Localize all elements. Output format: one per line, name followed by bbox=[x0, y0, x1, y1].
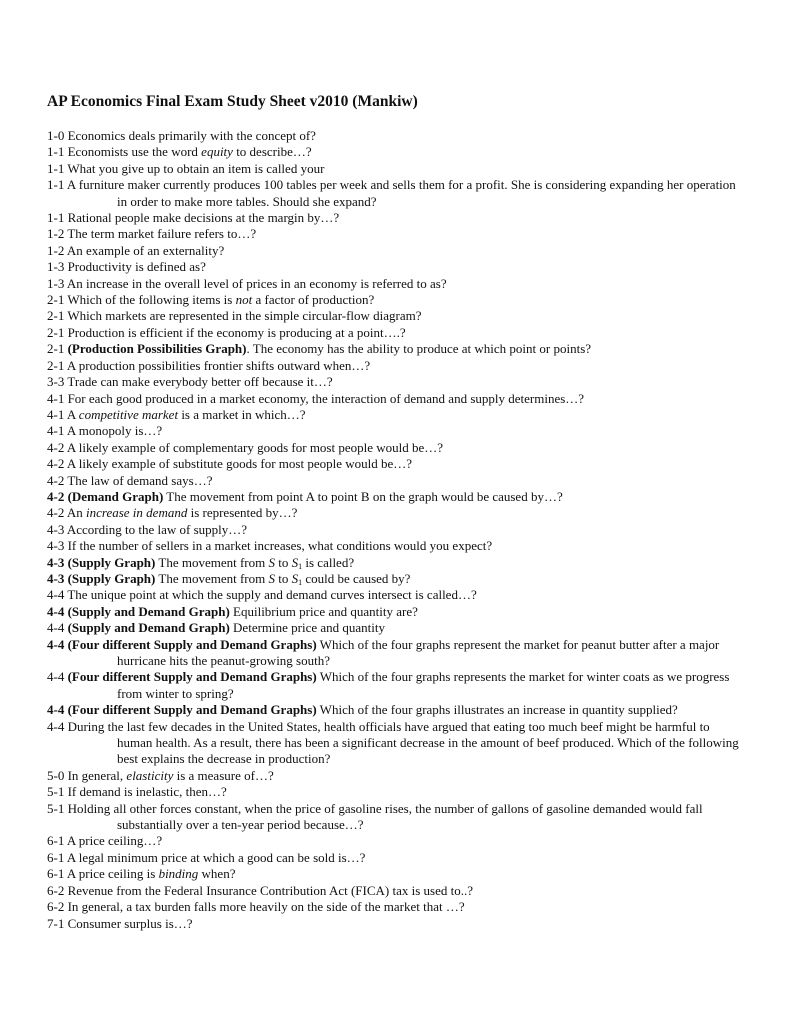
question-item bbox=[47, 473, 747, 489]
question-text-segment: 1 bbox=[298, 561, 303, 571]
question-text-segment: binding bbox=[158, 866, 199, 882]
question-text-segment: increase in demand bbox=[86, 505, 188, 521]
question-text-segment: . The economy has the ability to produce at which point or points? bbox=[246, 341, 592, 357]
question-item bbox=[47, 407, 747, 423]
question-item bbox=[47, 801, 747, 834]
question-item bbox=[47, 899, 747, 915]
question-text-segment: 4-4 (Four different Supply and Demand Graphs) bbox=[47, 702, 317, 718]
question-item bbox=[47, 374, 747, 390]
question-text-segment: The movement from bbox=[155, 554, 269, 570]
question-item bbox=[47, 522, 747, 538]
question-text-segment: 4-2 (Demand Graph) bbox=[47, 488, 164, 504]
question-item bbox=[47, 177, 747, 210]
question-text-segment: 4-2 The law of demand says…? bbox=[47, 472, 213, 488]
question-item bbox=[47, 702, 747, 718]
question-item bbox=[47, 144, 747, 160]
question-text-segment: 1-2 An example of an externality? bbox=[47, 242, 225, 258]
question-item bbox=[47, 833, 747, 849]
question-text-segment: The movement from bbox=[155, 570, 269, 586]
question-item bbox=[47, 456, 747, 472]
question-item bbox=[47, 226, 747, 242]
question-item bbox=[47, 243, 747, 259]
question-text-segment: is called? bbox=[302, 554, 355, 570]
question-text-segment: is a measure of…? bbox=[173, 767, 274, 783]
question-item bbox=[47, 292, 747, 308]
question-text-segment: 4-1 A bbox=[47, 406, 79, 422]
question-text-segment: not bbox=[235, 292, 253, 308]
question-text-segment: 2-1 A production possibilities frontier shifts outward when…? bbox=[47, 357, 371, 373]
question-item bbox=[47, 161, 747, 177]
question-text-segment: The movement from point A to point B on the graph would be caused by…? bbox=[163, 488, 563, 504]
question-text-segment: Which of the four graphs illustrates an increase in quantity supplied? bbox=[316, 702, 678, 718]
question-item bbox=[47, 538, 747, 554]
question-text-segment: (Production Possibilities Graph) bbox=[67, 341, 247, 357]
question-text-segment: 4-3 (Supply Graph) bbox=[47, 570, 156, 586]
question-item bbox=[47, 489, 747, 505]
question-item bbox=[47, 128, 747, 144]
question-item bbox=[47, 358, 747, 374]
question-item bbox=[47, 308, 747, 324]
question-item bbox=[47, 916, 747, 932]
question-text-segment: 4-4 The unique point at which the supply and demand curves intersect is called…? bbox=[47, 587, 477, 603]
question-item bbox=[47, 850, 747, 866]
question-text-segment: competitive market bbox=[78, 406, 179, 422]
question-text-segment: 1-1 What you give up to obtain an item is called your bbox=[47, 160, 325, 176]
question-item bbox=[47, 571, 747, 587]
question-text-segment: S bbox=[291, 570, 299, 586]
question-text-segment: 3-3 Trade can make everybody better off because it…? bbox=[47, 374, 333, 390]
question-text-segment: Which of the four graphs represents the market for winter coats as we progress from winter to spring? bbox=[117, 669, 730, 701]
question-text-segment: a factor of production? bbox=[252, 292, 375, 308]
question-text-segment: Equilibrium price and quantity are? bbox=[229, 603, 418, 619]
question-item bbox=[47, 259, 747, 275]
question-item bbox=[47, 391, 747, 407]
question-text-segment: is a market in which…? bbox=[178, 406, 306, 422]
question-text-segment: 6-1 A price ceiling…? bbox=[47, 833, 163, 849]
question-text-segment: 7-1 Consumer surplus is…? bbox=[47, 915, 193, 931]
question-text-segment: 4-4 During the last few decades in the United States, health officials have argued that eating too much beef might be harmful to human health. As a result, there has been a significant decrease in the amount of beef produced. Which of the following best explains the decrease in production? bbox=[47, 718, 739, 767]
question-text-segment: 4-4 (Supply and Demand Graph) bbox=[47, 603, 230, 619]
question-text-segment: equity bbox=[201, 144, 233, 160]
question-text-segment: 1-3 Productivity is defined as? bbox=[47, 259, 206, 275]
question-text-segment: is represented by…? bbox=[187, 505, 298, 521]
question-item bbox=[47, 604, 747, 620]
question-text-segment: 4-2 A likely example of substitute goods for most people would be…? bbox=[47, 456, 413, 472]
question-text-segment: 6-2 Revenue from the Federal Insurance Contribution Act (FICA) tax is used to..? bbox=[47, 882, 474, 898]
question-text-segment: 1-1 Economists use the word bbox=[47, 144, 202, 160]
question-item bbox=[47, 587, 747, 603]
question-text-segment: to describe…? bbox=[232, 144, 312, 160]
question-item bbox=[47, 784, 747, 800]
question-text-segment: S bbox=[268, 554, 275, 570]
question-text-segment: 4-3 If the number of sellers in a market increases, what conditions would you expect? bbox=[47, 538, 493, 554]
question-item bbox=[47, 866, 747, 882]
question-text-segment: 1-2 The term market failure refers to…? bbox=[47, 226, 257, 242]
question-text-segment: (Supply and Demand Graph) bbox=[67, 620, 230, 636]
question-text-segment: 4-1 A monopoly is…? bbox=[47, 423, 163, 439]
question-text-segment: could be caused by? bbox=[302, 570, 411, 586]
question-text-segment: when? bbox=[198, 866, 236, 882]
question-item bbox=[47, 505, 747, 521]
question-text-segment: 4-3 According to the law of supply…? bbox=[47, 521, 248, 537]
question-text-segment: 4-2 An bbox=[47, 505, 86, 521]
question-list bbox=[47, 128, 747, 932]
question-item bbox=[47, 719, 747, 768]
question-item bbox=[47, 276, 747, 292]
question-text-segment: (Four different Supply and Demand Graphs) bbox=[67, 669, 317, 685]
question-text-segment: Determine price and quantity bbox=[229, 620, 386, 636]
question-item bbox=[47, 637, 747, 670]
question-text-segment: 4-4 bbox=[47, 620, 68, 636]
question-item bbox=[47, 325, 747, 341]
question-text-segment: 1-1 A furniture maker currently produces 100 tables per week and sells them for a profit. She is considering expanding her operation in order to make more tables. Should she expand? bbox=[47, 177, 736, 209]
question-text-segment: 4-1 For each good produced in a market economy, the interaction of demand and supply determines…? bbox=[47, 390, 585, 406]
question-item bbox=[47, 341, 747, 357]
question-item bbox=[47, 768, 747, 784]
question-text-segment: 5-1 Holding all other forces constant, when the price of gasoline rises, the number of gallons of gasoline demanded would fall substantially over a ten-year period because…? bbox=[47, 800, 703, 833]
question-text-segment: 4-2 A likely example of complementary goods for most people would be…? bbox=[47, 439, 444, 455]
question-text-segment: to bbox=[275, 570, 292, 586]
study-sheet-page bbox=[47, 92, 747, 932]
question-text-segment: 4-4 (Four different Supply and Demand Graphs) bbox=[47, 636, 317, 652]
question-text-segment: 5-1 If demand is inelastic, then…? bbox=[47, 784, 227, 800]
question-text-segment: 2-1 Which markets are represented in the simple circular-flow diagram? bbox=[47, 308, 422, 324]
question-item bbox=[47, 423, 747, 439]
question-text-segment: 2-1 Which of the following items is bbox=[47, 292, 236, 308]
question-text-segment: Which of the four graphs represent the market for peanut butter after a major hurricane hits the peanut-growing south? bbox=[117, 636, 720, 668]
question-item bbox=[47, 620, 747, 636]
question-text-segment: 6-2 In general, a tax burden falls more heavily on the side of the market that …? bbox=[47, 899, 465, 915]
question-text-segment: 1 bbox=[298, 577, 303, 587]
question-item bbox=[47, 440, 747, 456]
question-item bbox=[47, 669, 747, 702]
question-text-segment: S bbox=[268, 570, 275, 586]
question-item bbox=[47, 883, 747, 899]
question-text-segment: 4-4 bbox=[47, 669, 68, 685]
question-text-segment: 1-3 An increase in the overall level of prices in an economy is referred to as? bbox=[47, 275, 447, 291]
question-text-segment: 6-1 A legal minimum price at which a good can be sold is…? bbox=[47, 849, 366, 865]
question-item bbox=[47, 210, 747, 226]
question-text-segment: elasticity bbox=[126, 767, 174, 783]
question-text-segment: 4-3 (Supply Graph) bbox=[47, 554, 156, 570]
page-title: AP Economics Final Exam Study Sheet v2010 (Mankiw) bbox=[47, 93, 418, 110]
question-text-segment: S bbox=[291, 554, 299, 570]
question-text-segment: 2-1 Production is efficient if the economy is producing at a point….? bbox=[47, 324, 406, 340]
question-text-segment: 5-0 In general, bbox=[47, 767, 127, 783]
question-item bbox=[47, 555, 747, 571]
question-text-segment: 1-0 Economics deals primarily with the concept of? bbox=[47, 128, 316, 143]
question-text-segment: 1-1 Rational people make decisions at the margin by…? bbox=[47, 210, 340, 226]
question-text-segment: 2-1 bbox=[47, 341, 68, 357]
question-text-segment: to bbox=[275, 554, 292, 570]
question-text-segment: 6-1 A price ceiling is bbox=[47, 866, 159, 882]
